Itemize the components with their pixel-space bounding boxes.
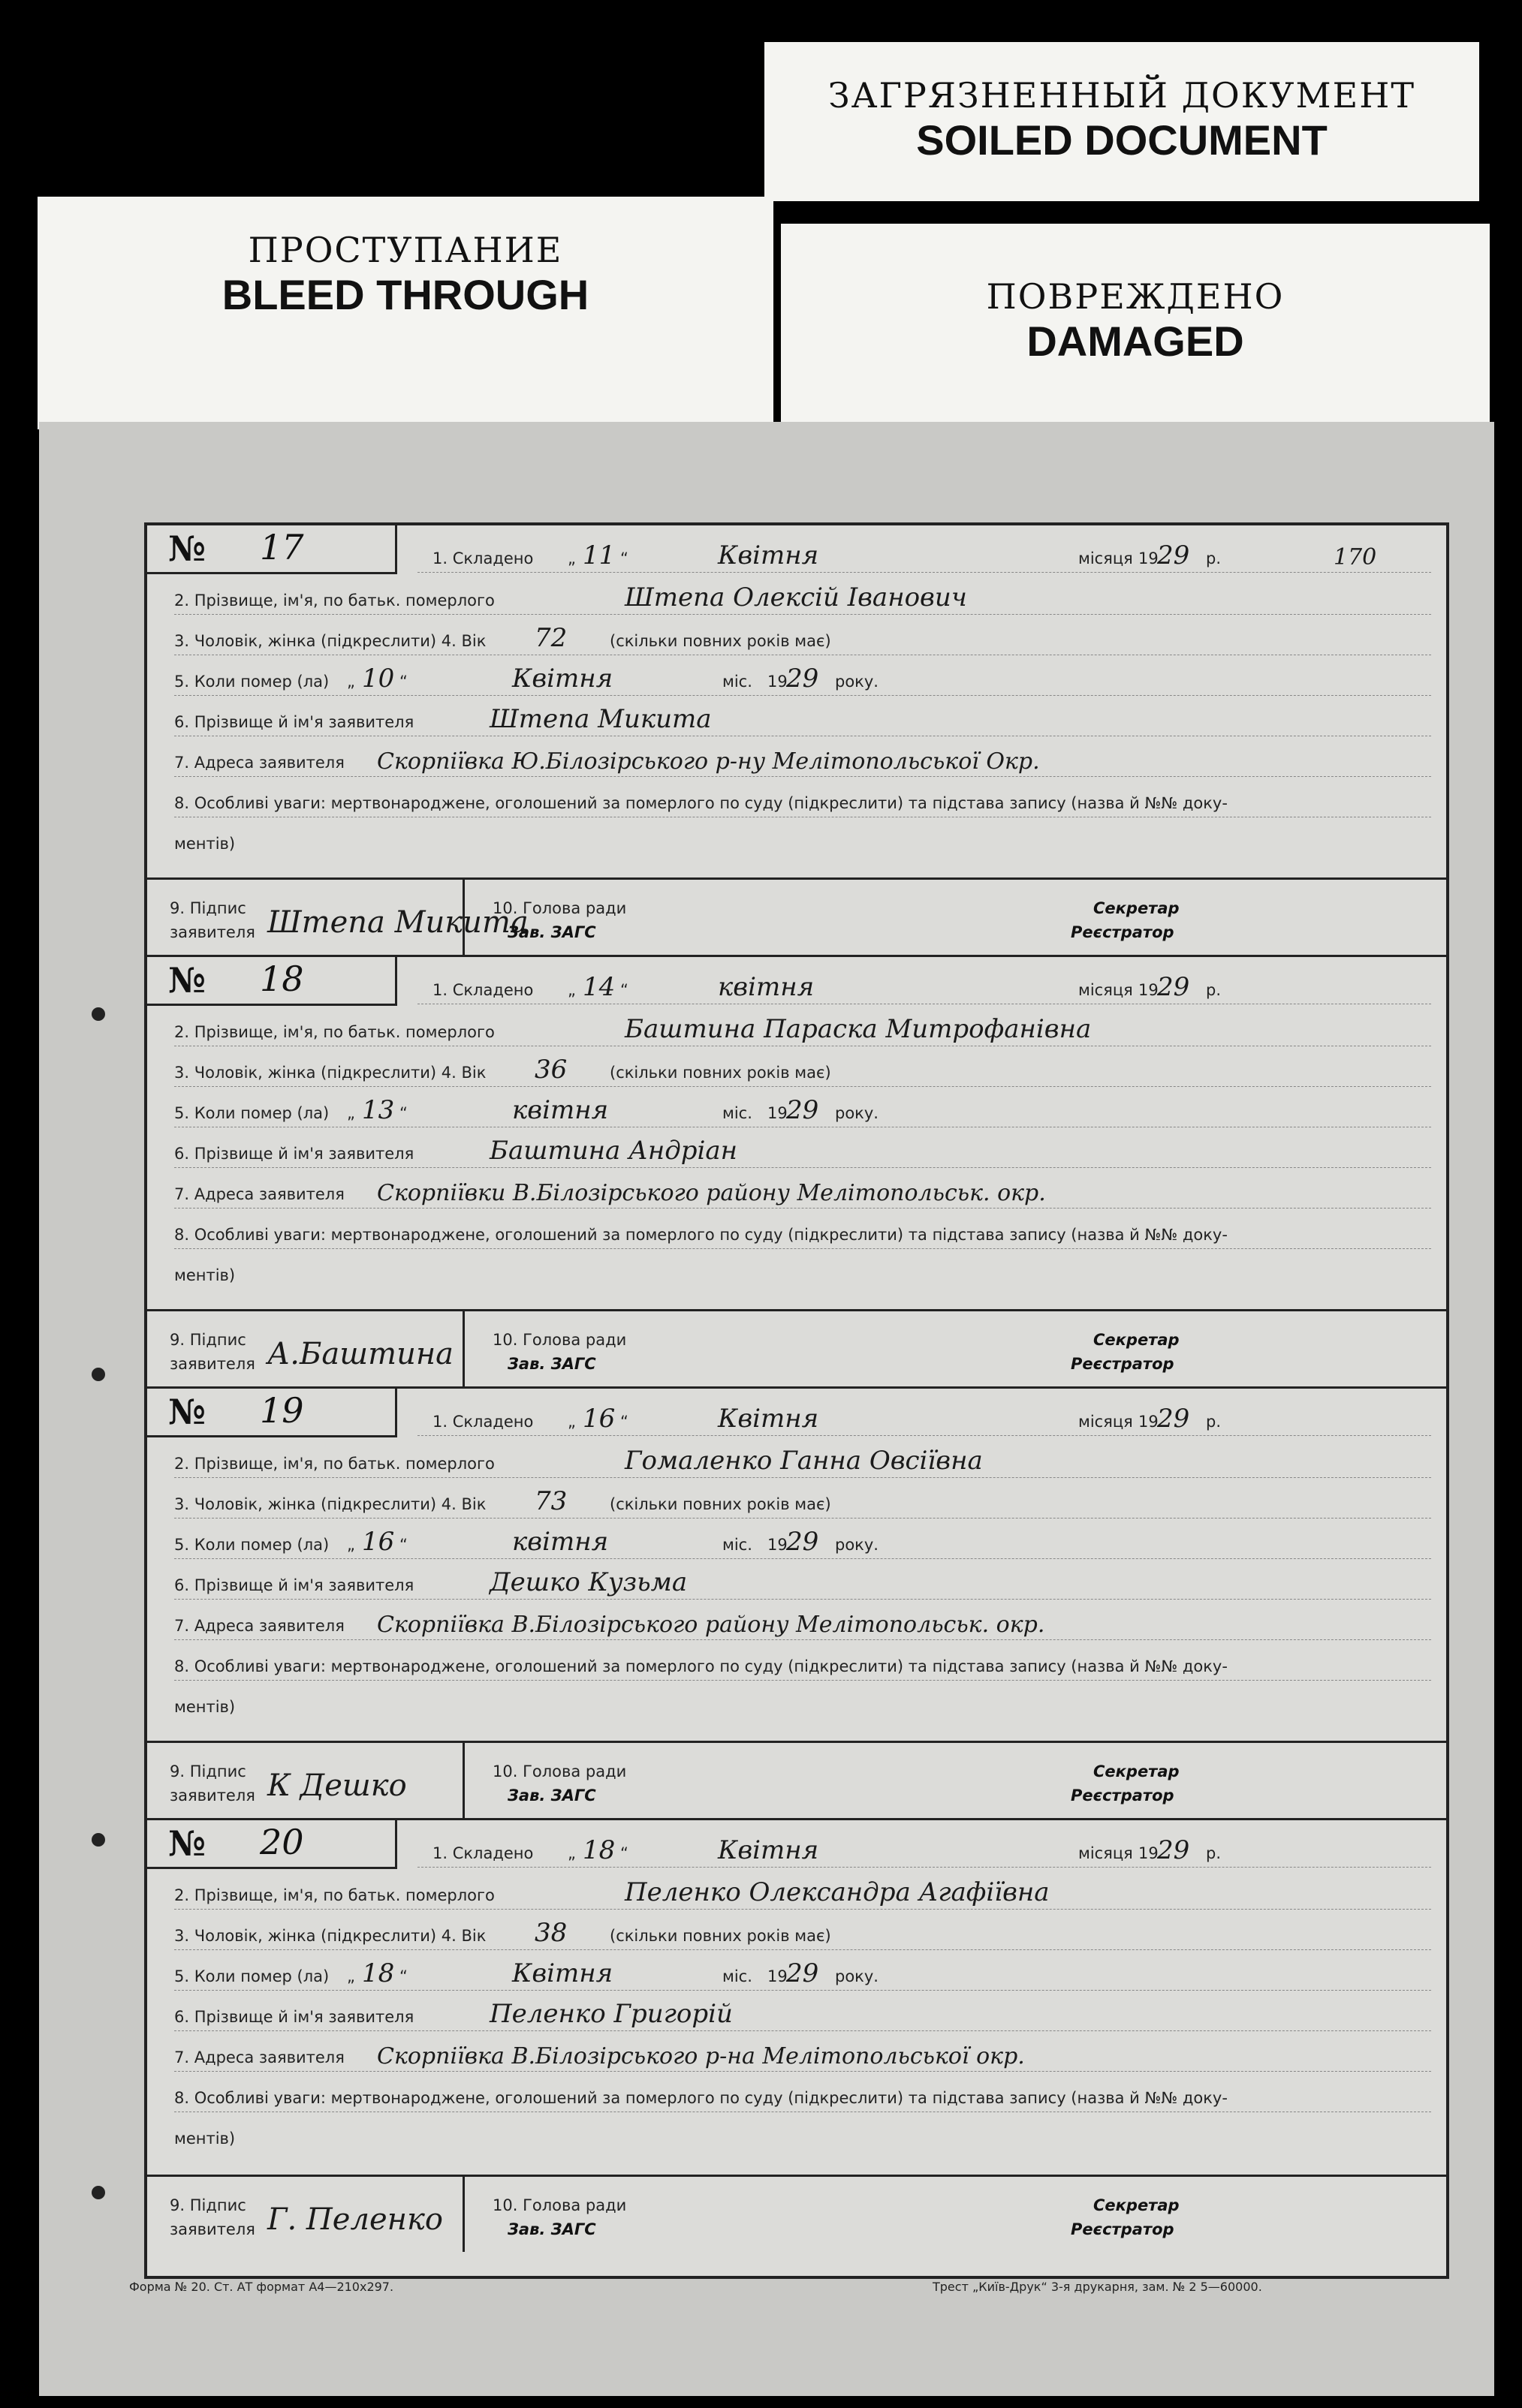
labels-age-note: (скільки повних років має) [610, 632, 831, 650]
sex-age-line [174, 1909, 1431, 1950]
declarant-address: Скорпіївка В.Білозірського району Мелітопольськ. окр. [377, 1612, 1045, 1638]
signature-row [147, 1741, 1446, 1818]
labels-death: 5. Коли помер (ла) [174, 1536, 330, 1554]
entry-number-box [147, 1820, 397, 1869]
address-line [174, 1599, 1431, 1640]
sex-age-line [174, 614, 1431, 655]
labels-mis: міс. [722, 1104, 752, 1122]
entry-number: 17 [260, 527, 304, 567]
labels-secr2: Реєстратор [1071, 923, 1174, 941]
composed-year: 29 [1157, 540, 1190, 570]
labels-notes: 8. Особливі уваги: мертвонароджене, оголошений за померлого по суду (підкреслити) та підстава запису (назва й №№ доку- [174, 1226, 1228, 1244]
labels-year-suffix: р. [1206, 1413, 1222, 1431]
labels-notes2: ментів) [174, 2130, 236, 2148]
labels-notes2: ментів) [174, 835, 236, 853]
notes-line [174, 2071, 1431, 2112]
death-date-line [174, 655, 1431, 696]
labels-address: 7. Адреса заявителя [174, 1617, 345, 1635]
labels-death: 5. Коли помер (ла) [174, 1967, 330, 1985]
labels-q2: “ [399, 1967, 408, 1985]
labels-composed: 1. Складено [432, 1413, 534, 1431]
labels-q: „ [568, 981, 576, 999]
labels-sign2: заявителя [170, 923, 255, 941]
address-line [174, 736, 1431, 777]
death-day: 10 [362, 664, 395, 694]
declarant-name: Пеленко Григорій [490, 1999, 733, 2029]
notes-line-2 [174, 817, 1431, 857]
labels-q: „ [347, 673, 355, 691]
footer-printer: Трест „Київ-Друк“ 3-я друкарня, зам. № 2 5—60000. [933, 2280, 1262, 2294]
labels-month: місяця [1078, 549, 1133, 567]
labels-sign: 9. Підпис [170, 1762, 246, 1780]
death-month: Квітня [512, 664, 613, 694]
soiled-en-label: SOILED DOCUMENT [916, 116, 1328, 164]
signature-divider [463, 880, 465, 955]
signature-divider [463, 1743, 465, 1818]
death-month: квітня [512, 1527, 609, 1557]
address-line [174, 2030, 1431, 2072]
labels-q: „ [568, 1844, 576, 1862]
age: 38 [535, 1918, 568, 1948]
deceased-name: Пеленко Олександра Агафіївна [625, 1877, 1050, 1907]
death-date-line [174, 1949, 1431, 1991]
labels-q: „ [347, 1967, 355, 1985]
labels-sign: 9. Підпис [170, 899, 246, 917]
labels-year-prefix: 19 [1138, 549, 1159, 567]
death-register-form [144, 522, 1449, 2279]
composed-day: 11 [583, 540, 616, 570]
notes-line-2 [174, 1680, 1431, 1720]
death-year: 29 [786, 1095, 819, 1125]
declarant-signature: Г. Пеленко [267, 2202, 443, 2237]
deceased-name-line [174, 1005, 1431, 1046]
register-entry [147, 525, 1446, 957]
bleed-en-label: BLEED THROUGH [222, 271, 589, 318]
notes-line-2 [174, 1248, 1431, 1289]
declarant-name: Баштина Андріан [490, 1136, 738, 1166]
death-year: 29 [786, 1958, 819, 1988]
declarant-address: Скорпіївка В.Білозірського р-на Мелітопольської окр. [377, 2043, 1025, 2069]
entry-number-box [147, 1389, 397, 1437]
punch-hole [92, 1833, 105, 1847]
labels-declarant: 6. Прізвище й ім'я заявителя [174, 713, 414, 731]
labels-composed: 1. Складено [432, 549, 534, 567]
labels-roku: року. [835, 673, 879, 691]
bleed-through-card [38, 197, 773, 429]
declarant-line [174, 1127, 1431, 1168]
death-day: 13 [362, 1095, 395, 1125]
age: 72 [535, 623, 568, 653]
labels-secr: Секретар [1093, 899, 1180, 917]
deceased-name: Штепа Олексій Іванович [625, 582, 967, 613]
address-line [174, 1167, 1431, 1209]
labels-mis: міс. [722, 1536, 752, 1554]
labels-year-suffix: р. [1206, 981, 1222, 999]
punch-hole [92, 2186, 105, 2199]
margin-note: 170 [1334, 544, 1377, 570]
notes-line [174, 1208, 1431, 1249]
labels-secr2: Реєстратор [1071, 2220, 1174, 2238]
labels-secr2: Реєстратор [1071, 1786, 1174, 1804]
labels-sex: 3. Чоловік, жінка (підкреслити) 4. Вік [174, 1927, 487, 1945]
labels-year-prefix: 19 [1138, 1844, 1159, 1862]
labels-death: 5. Коли помер (ла) [174, 673, 330, 691]
labels-name: 2. Прізвище, ім'я, по батьк. померлого [174, 1455, 495, 1473]
labels-head2: Зав. ЗАГС [508, 923, 596, 941]
entry-number-box [147, 525, 397, 574]
death-day: 18 [362, 1958, 395, 1988]
declarant-name: Штепа Микита [490, 704, 712, 734]
labels-head: 10. Голова ради [493, 1331, 627, 1349]
labels-address: 7. Адреса заявителя [174, 754, 345, 772]
labels-head2: Зав. ЗАГС [508, 1786, 596, 1804]
labels-name: 2. Прізвище, ім'я, по батьк. померлого [174, 1886, 495, 1904]
labels-month: місяця [1078, 981, 1133, 999]
signature-divider [463, 1311, 465, 1386]
declarant-address: Скорпіївка Ю.Білозірського р-ну Мелітопольської Окр. [377, 748, 1040, 775]
labels-sex: 3. Чоловік, жінка (підкреслити) 4. Вік [174, 632, 487, 650]
labels-year-prefix: 19 [767, 1536, 788, 1554]
labels-head2: Зав. ЗАГС [508, 1355, 596, 1373]
labels-roku: року. [835, 1104, 879, 1122]
labels-mis: міс. [722, 673, 752, 691]
declarant-signature: А.Баштина [267, 1337, 454, 1371]
labels-address: 7. Адреса заявителя [174, 2048, 345, 2066]
death-day: 16 [362, 1527, 395, 1557]
deceased-name-line [174, 1437, 1431, 1478]
composed-month: Квітня [718, 1835, 819, 1865]
composed-year: 29 [1157, 1404, 1190, 1434]
composed-month: Квітня [718, 1404, 819, 1434]
register-entry [147, 1389, 1446, 1820]
composed-year: 29 [1157, 972, 1190, 1002]
labels-sign: 9. Підпис [170, 1331, 246, 1349]
entry-number: 20 [260, 1822, 304, 1862]
labels-head2: Зав. ЗАГС [508, 2220, 596, 2238]
declarant-line [174, 1990, 1431, 2031]
labels-name: 2. Прізвище, ім'я, по батьк. померлого [174, 1023, 495, 1041]
sex-age-line [174, 1046, 1431, 1087]
labels-q2: “ [620, 981, 628, 999]
damaged-en-label: DAMAGED [1026, 318, 1244, 365]
labels-address: 7. Адреса заявителя [174, 1185, 345, 1203]
labels-year-prefix: 19 [1138, 1413, 1159, 1431]
composed-day: 14 [583, 972, 616, 1002]
entry-number-box [147, 957, 397, 1006]
labels-q2: “ [620, 1413, 628, 1431]
labels-sign: 9. Підпис [170, 2196, 246, 2214]
labels-secr: Секретар [1093, 2196, 1180, 2214]
composed-day: 18 [583, 1835, 616, 1865]
composed-line [417, 1395, 1431, 1436]
labels-secr: Секретар [1093, 1762, 1180, 1780]
labels-sign2: заявителя [170, 1786, 255, 1804]
labels-notes: 8. Особливі уваги: мертвонароджене, оголошений за померлого по суду (підкреслити) та підстава запису (назва й №№ доку- [174, 1657, 1228, 1675]
death-month: квітня [512, 1095, 609, 1125]
signature-divider [463, 2177, 465, 2252]
labels-q: „ [568, 1413, 576, 1431]
labels-declarant: 6. Прізвище й ім'я заявителя [174, 1145, 414, 1163]
deceased-name: Баштина Параска Митрофанівна [625, 1014, 1092, 1044]
punch-hole [92, 1007, 105, 1021]
signature-row [147, 877, 1446, 955]
labels-secr: Секретар [1093, 1331, 1180, 1349]
labels-sex: 3. Чоловік, жінка (підкреслити) 4. Вік [174, 1064, 487, 1082]
labels-declarant: 6. Прізвище й ім'я заявителя [174, 1576, 414, 1594]
document-page [39, 422, 1494, 2396]
declarant-name: Дешко Кузьма [490, 1567, 688, 1597]
labels-year-prefix: 19 [767, 1104, 788, 1122]
labels-year-suffix: р. [1206, 1844, 1222, 1862]
entry-number: 19 [260, 1390, 304, 1431]
notes-line [174, 1639, 1431, 1681]
labels-month: місяця [1078, 1844, 1133, 1862]
declarant-signature: Штепа Микита [267, 905, 529, 940]
labels-composed: 1. Складено [432, 981, 534, 999]
death-date-line [174, 1086, 1431, 1127]
bleed-ru-label: ПРОСТУПАНИЕ [248, 230, 563, 270]
footer-form-number: Форма № 20. Ст. АТ формат А4—210х297. [129, 2280, 394, 2294]
damaged-card [781, 224, 1490, 428]
declarant-signature: К Дешко [267, 1768, 407, 1803]
labels-notes2: ментів) [174, 1266, 236, 1284]
number-sign: № [168, 1823, 206, 1864]
labels-secr2: Реєстратор [1071, 1355, 1174, 1373]
number-sign: № [168, 960, 206, 1001]
labels-name: 2. Прізвище, ім'я, по батьк. померлого [174, 591, 495, 610]
notes-line-2 [174, 2112, 1431, 2152]
labels-notes2: ментів) [174, 1698, 236, 1716]
labels-year-prefix: 19 [767, 1967, 788, 1985]
age: 36 [535, 1055, 568, 1085]
labels-declarant: 6. Прізвище й ім'я заявителя [174, 2008, 414, 2026]
labels-q2: “ [620, 1844, 628, 1862]
labels-composed: 1. Складено [432, 1844, 534, 1862]
number-sign: № [168, 528, 206, 569]
soiled-ru-label: ЗАГРЯЗНЕННЫЙ ДОКУМЕНТ [827, 75, 1416, 116]
declarant-line [174, 1558, 1431, 1600]
composed-line [417, 1826, 1431, 1868]
sex-age-line [174, 1477, 1431, 1519]
labels-head: 10. Голова ради [493, 2196, 627, 2214]
notes-line [174, 776, 1431, 817]
composed-day: 16 [583, 1404, 616, 1434]
signature-row [147, 2175, 1446, 2252]
labels-q: „ [568, 549, 576, 567]
labels-q: „ [347, 1104, 355, 1122]
labels-age-note: (скільки повних років має) [610, 1495, 831, 1513]
composed-line [417, 531, 1431, 573]
labels-year-prefix: 19 [767, 673, 788, 691]
labels-notes: 8. Особливі уваги: мертвонароджене, оголошений за померлого по суду (підкреслити) та підстава запису (назва й №№ доку- [174, 794, 1228, 812]
labels-roku: року. [835, 1536, 879, 1554]
deceased-name-line [174, 573, 1431, 615]
labels-q2: “ [620, 549, 628, 567]
labels-sex: 3. Чоловік, жінка (підкреслити) 4. Вік [174, 1495, 487, 1513]
labels-mis: міс. [722, 1967, 752, 1985]
labels-q2: “ [399, 1104, 408, 1122]
labels-age-note: (скільки повних років має) [610, 1064, 831, 1082]
composed-line [417, 963, 1431, 1004]
age: 73 [535, 1486, 568, 1516]
register-entry [147, 1820, 1446, 2252]
labels-q: „ [347, 1536, 355, 1554]
labels-sign2: заявителя [170, 1355, 255, 1373]
death-date-line [174, 1518, 1431, 1559]
labels-age-note: (скільки повних років має) [610, 1927, 831, 1945]
death-month: Квітня [512, 1958, 613, 1988]
damaged-ru-label: ПОВРЕЖДЕНО [986, 276, 1285, 317]
labels-notes: 8. Особливі уваги: мертвонароджене, оголошений за померлого по суду (підкреслити) та підстава запису (назва й №№ доку- [174, 2089, 1228, 2107]
composed-year: 29 [1157, 1835, 1190, 1865]
death-year: 29 [786, 664, 819, 694]
labels-month: місяця [1078, 1413, 1133, 1431]
punch-hole [92, 1368, 105, 1381]
signature-row [147, 1309, 1446, 1386]
labels-head: 10. Голова ради [493, 1762, 627, 1780]
labels-roku: року. [835, 1967, 879, 1985]
labels-sign2: заявителя [170, 2220, 255, 2238]
composed-month: квітня [718, 972, 815, 1002]
labels-death: 5. Коли помер (ла) [174, 1104, 330, 1122]
deceased-name-line [174, 1868, 1431, 1910]
declarant-address: Скорпіївки В.Білозірського району Мелітопольськ. окр. [377, 1180, 1046, 1206]
labels-year-suffix: р. [1206, 549, 1222, 567]
composed-month: Квітня [718, 540, 819, 570]
labels-q2: “ [399, 1536, 408, 1554]
death-year: 29 [786, 1527, 819, 1557]
deceased-name: Гомаленко Ганна Овсіївна [625, 1446, 983, 1476]
register-entry [147, 957, 1446, 1389]
labels-year-prefix: 19 [1138, 981, 1159, 999]
labels-head: 10. Голова ради [493, 899, 627, 917]
entry-number: 18 [260, 959, 304, 999]
number-sign: № [168, 1392, 206, 1432]
declarant-line [174, 695, 1431, 736]
soiled-document-card [764, 42, 1479, 201]
labels-q2: “ [399, 673, 408, 691]
